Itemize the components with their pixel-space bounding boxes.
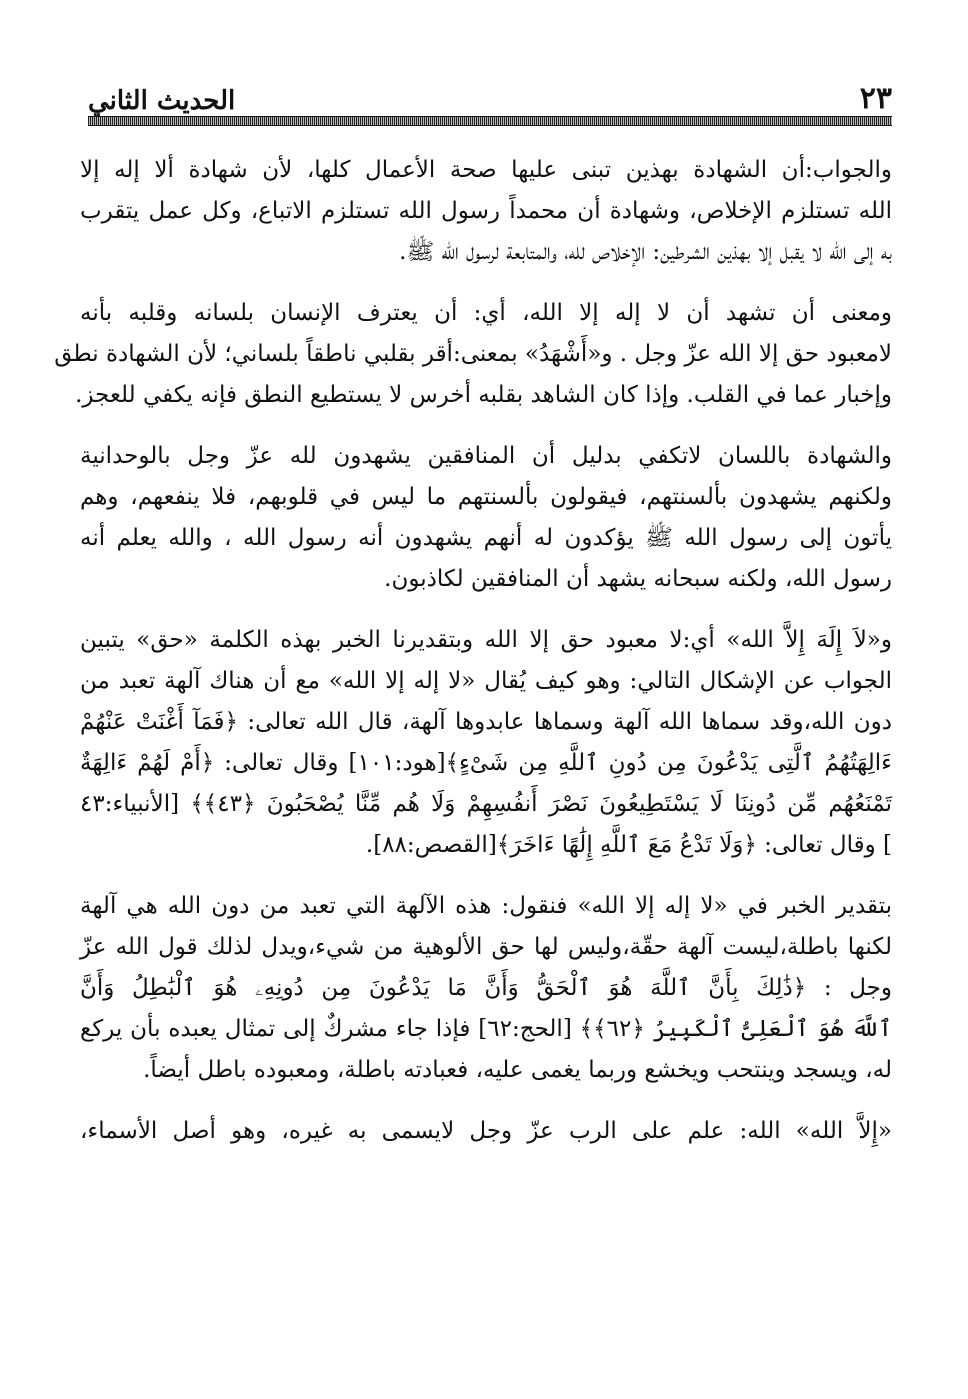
running-title: الحديث الثاني [88, 86, 236, 116]
text-line: لامعبود حق إلا الله عزّ وجل . و«أَشْهَدُ» بمعنى:أقر بقلبي ناطقاً بلساني؛ لأن الشهادة نطق [54, 341, 892, 367]
text-line: تَمْنَعُهُم مِّن دُونِنَا لَا يَسْتَطِيعُونَ نَصْرَ أَنفُسِهِمْ وَلَا هُم مِّنَّا يُصْحَبُونَ ﴿٤٣﴾﴾ [الأنبياء:٤٣ [80, 791, 892, 817]
paragraph-la-ilaha-illallah [80, 620, 892, 866]
text-line: ولكنهم يشهدون بألسنتهم، فيقولون بألسنتهم ما ليس في قلوبهم، فلا ينفعهم، وهم [80, 484, 892, 510]
text-line: له، ويسجد وينتحب ويخشع وربما يغمى عليه، فعبادته باطلة، ومعبوده باطل أيضاً. [143, 1057, 892, 1083]
text-line: والجواب:أن الشهادة بهذين تبنى عليها صحة الأعمال كلها، لأن شهادة ألا إله إلا [80, 157, 892, 183]
text-line: بتقدير الخبر في «لا إله إلا الله» فنقول: هذه الآلهة التي تعبد من دون الله هي آلهة [80, 893, 892, 919]
body-text [54, 150, 892, 1172]
paragraph-illallah [80, 1111, 892, 1152]
text-line: ءَالِهَتُهُمُ ٱلَّتِى يَدْعُونَ مِن دُونِ ٱللَّهِ مِن شَىْءٍ﴾[هود:١٠١] وقال تعالى: ﴿أَمْ لَهُمْ ءَالِهَةٌ [80, 750, 892, 776]
text-line: والشهادة باللسان لاتكفي بدليل أن المنافقين يشهدون لله عزّ وجل بالوحدانية [80, 443, 892, 469]
text-line: و«لاَ إِلَهَ إِلاَّ الله» أي:لا معبود حق إلا الله وبتقديرنا الخبر بهذه الكلمة «حق» يتبين [80, 627, 892, 653]
header-rule [88, 116, 892, 126]
page-number: ٢٣ [859, 81, 892, 116]
text-line: رسول الله، ولكنه سبحانه يشهد أن المنافقين لكاذبون. [384, 566, 892, 592]
text-line: «إِلاَّ الله» الله: علم على الرب عزّ وجل لايسمى به غيره، وهو أصل الأسماء، [80, 1118, 892, 1144]
text-line: ] وقال تعالى: ﴿وَلَا تَدْعُ مَعَ ٱللَّهِ إِلَٰهًا ءَاخَرَ﴾[القصص:٨٨]. [365, 832, 892, 858]
text-line: ومعنى أن تشهد أن لا إله إلا الله، أي: أن يعترف الإنسان بلسانه وقلبه بأنه [80, 300, 892, 326]
text-line: لكنها باطلة،ليست آلهة حقّة،وليس لها حق الألوهية من شيء،ويدل لذلك قول الله عزّ [80, 934, 892, 960]
text-line: وإخبار عما في القلب. وإذا كان الشاهد بقلبه أخرس لا يستطيع النطق فإنه يكفي للعجز. [75, 382, 892, 408]
text-line: يأتون إلى رسول الله ﷺ يؤكدون له أنهم يشهدون أنه رسول الله ، والله يعلم أنه [80, 525, 892, 551]
paragraph-answer [80, 150, 892, 273]
paragraph-meaning-of-testimony [54, 293, 892, 416]
text-line: وجل : ﴿ذَٰلِكَ بِأَنَّ ٱللَّهَ هُوَ ٱلْحَقُّ وَأَنَّ مَا يَدْعُونَ مِن دُونِهِۦ هُوَ ٱلْبَٰطِلُ وَأَنَّ [80, 975, 892, 1001]
text-line: الجواب عن الإشكال التالي: وهو كيف يُقال «لا إله إلا الله» مع أن هناك آلهة تعبد من [80, 668, 892, 694]
page-header [88, 72, 892, 114]
text-line: الله تستلزم الإخلاص، وشهادة أن محمداً رسول الله تستلزم الاتباع، وكل عمل يتقرب [80, 198, 892, 224]
paragraph-estimating-predicate [80, 886, 892, 1091]
paragraph-testimony-by-tongue [80, 436, 892, 600]
text-line: ٱللَّهَ هُوَ ٱلْعَلِىُّ ٱلْكَبِيرُ ﴿٦٢﴾﴾ [الحج:٦٢] فإذا جاء مشركٌ إلى تمثال يعبده بأن يركع [80, 1016, 892, 1042]
text-line: به إلى الله لا يقبل إلا بهذين الشرطين: الإخلاص لله، والمتابعة لرسول الله ﷺ. [399, 239, 892, 265]
text-line: دون الله،وقد سماها الله آلهة وسماها عابدوها آلهة، قال الله تعالى: ﴿فَمَآ أَغْنَتْ عَنْهُمْ [80, 709, 892, 735]
